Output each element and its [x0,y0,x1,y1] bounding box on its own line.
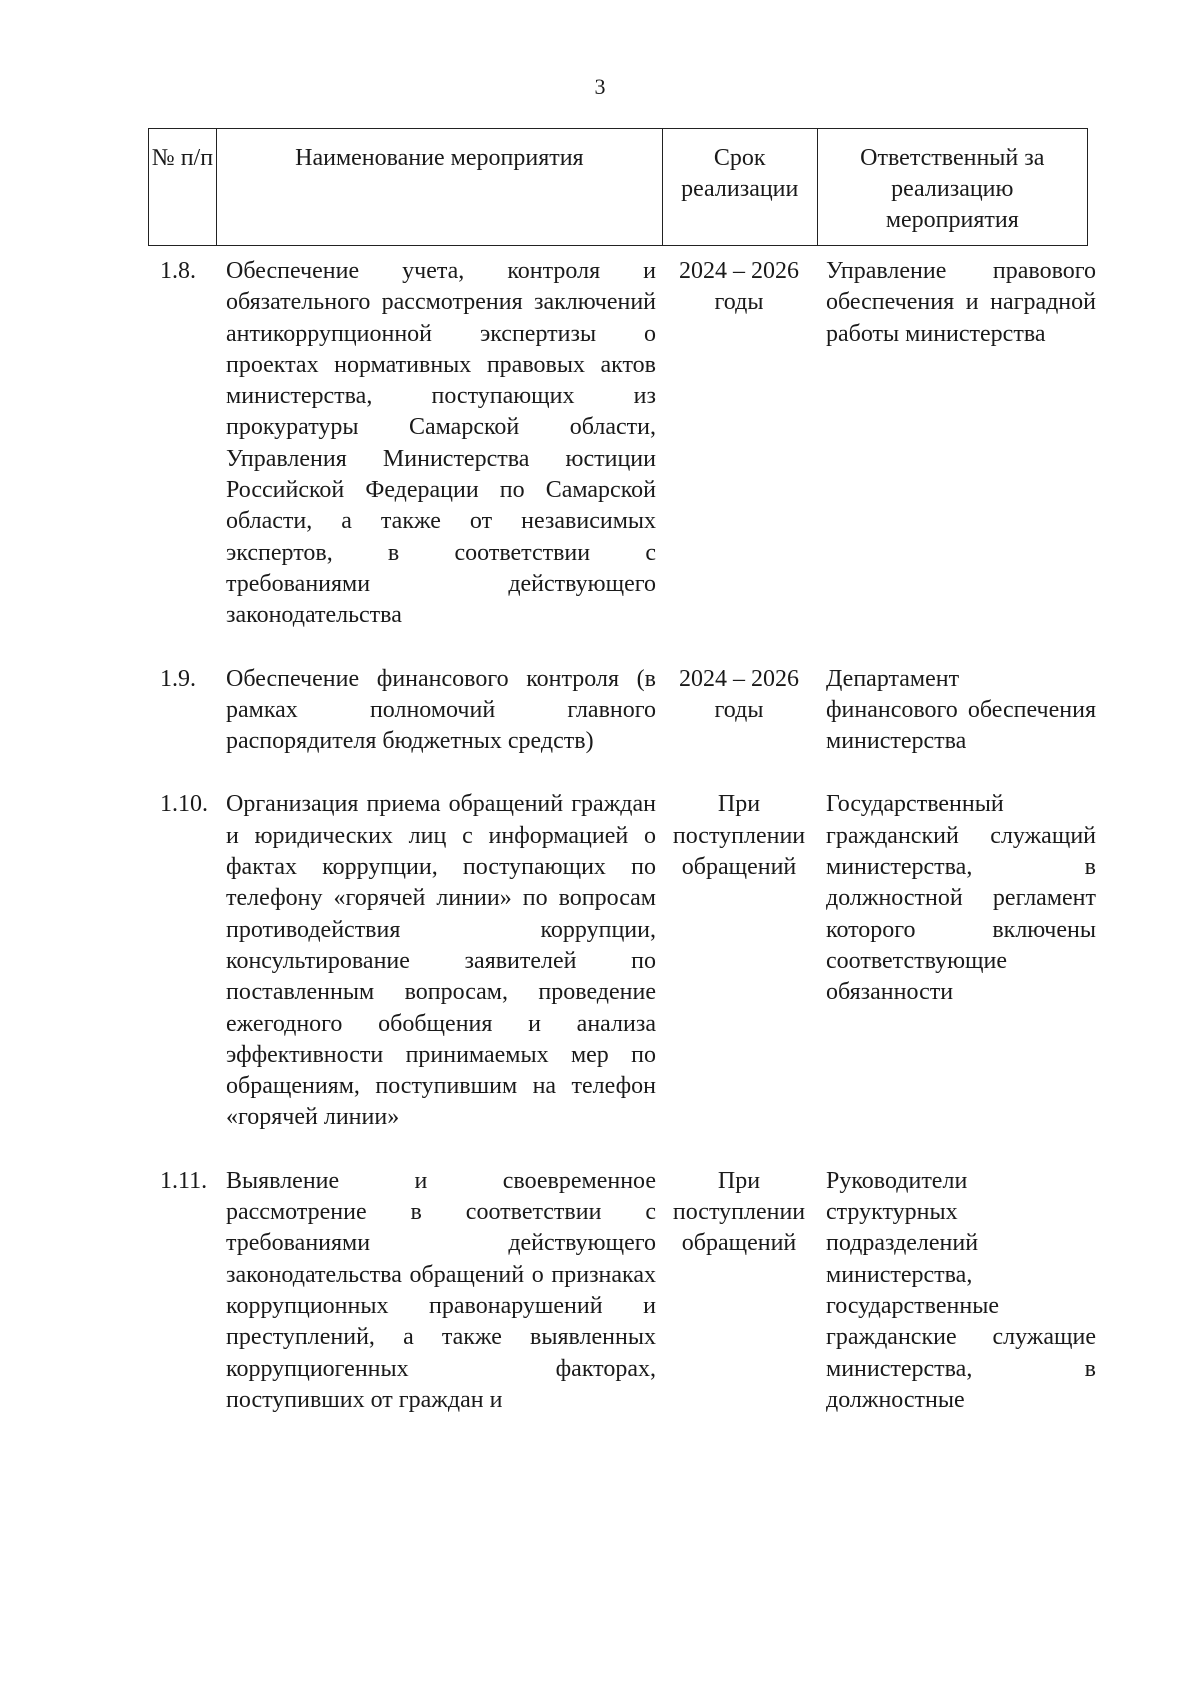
table-body [148,256,1098,1416]
table-row [148,789,1098,1133]
header-responsible: Ответственный за реализацию мероприятия [860,145,1045,233]
row-term: 2024 – 2026 годы [679,665,799,723]
table-row [148,256,1098,632]
header-num: № п/п [149,129,217,245]
row-name: Обеспечение учета, контроля и обязательного рассмотрения заключений антикоррупционной экспертизы о проектах нормативных правовых актов министерства, поступающих из прокуратуры Самарской области, Управления Министерства юстиции Российской Федерации по Самарской области, а также от независимых экспертов, в соответствии с требованиями действующего законодательства [226,258,656,629]
row-responsible: Государственный гражданский служащий министерства, в должностной регламент которого включены соответствующие обязанности [826,791,1096,1006]
row-number: 1.11. [160,1167,208,1194]
row-term: 2024 – 2026 годы [679,258,799,316]
row-number: 1.9. [160,665,196,692]
page-number: 3 [594,74,606,99]
table-row [148,664,1098,758]
row-term: При поступлении обращений [672,791,806,881]
header-term: Срок реализации [663,129,818,245]
table-row [148,1166,1098,1416]
row-number: 1.8. [160,258,196,284]
row-name: Обеспечение финансового контроля (в рамках полномочий главного распорядителя бюджетных средств) [226,665,656,755]
row-responsible: Руководители структурных подразделений министерства, государственные гражданские служащие министерства, в должностные [826,1167,1096,1413]
row-number: 1.10. [160,791,208,818]
row-responsible: Департамент финансового обеспечения министерства [826,665,1096,755]
row-responsible: Управление правового обеспечения и наградной работы министерства [826,258,1096,347]
header-name: Наименование мероприятия [217,129,663,245]
row-name: Организация приема обращений граждан и юридических лиц с информацией о фактах коррупции, поступающих по телефону «горячей линии» по вопросам противодействия коррупции, консультирование заявителей по поставленным вопросам, проведение ежегодного обобщения и анализа эффективности принимаемых мер по обращениям, поступившим на телефон «горячей линии» [226,791,656,1131]
table-header [148,128,1088,246]
row-name: Выявление и своевременное рассмотрение в соответствии с требованиями действующего законодательства обращений о признаках коррупционных правонарушений и преступлений, а также выявленных коррупциогенных факторах, поступивших от граждан и [226,1167,656,1413]
row-term: При поступлении обращений [672,1167,806,1257]
